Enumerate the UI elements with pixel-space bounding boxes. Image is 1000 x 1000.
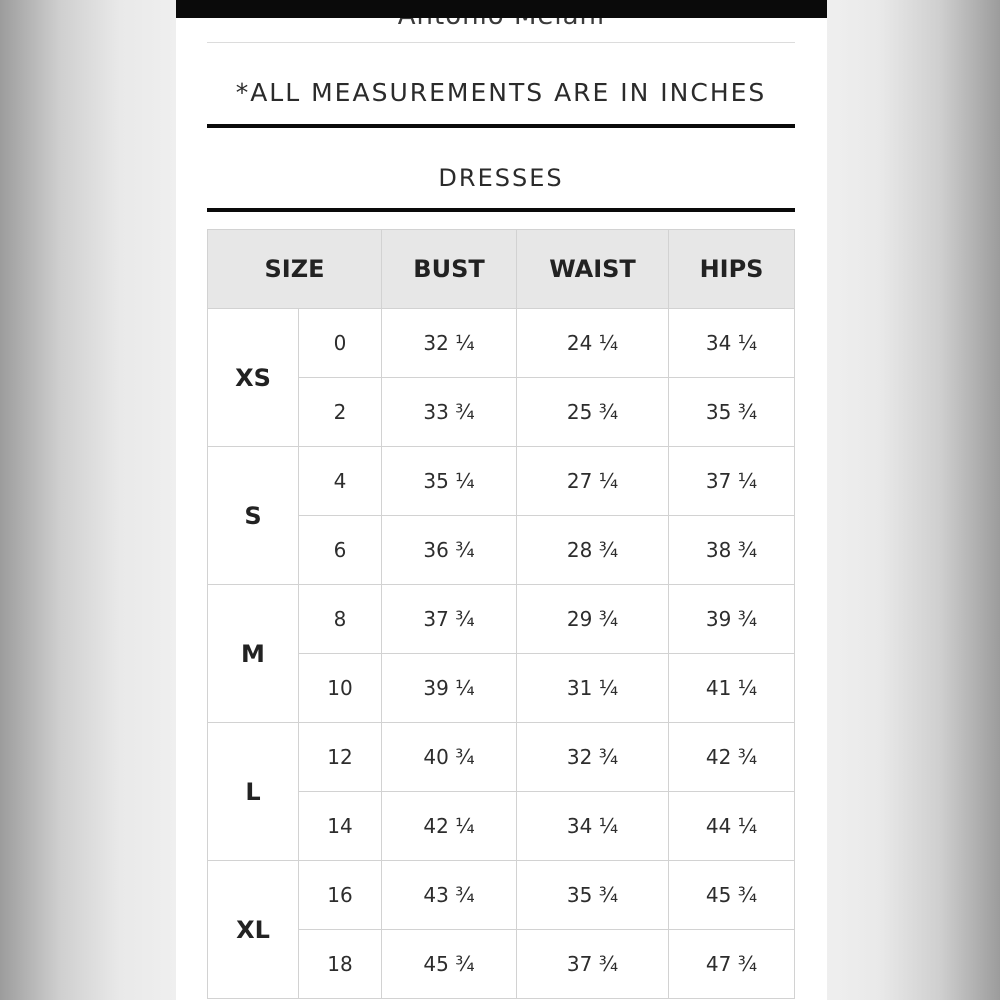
measurement-note: *ALL MEASUREMENTS ARE IN INCHES: [235, 78, 767, 107]
size-number: 12: [299, 723, 382, 792]
bust-value: 45 ¾: [382, 930, 517, 999]
divider: [207, 42, 795, 43]
hips-value: 42 ¾: [669, 723, 795, 792]
bust-value: 33 ¾: [382, 378, 517, 447]
top-bar: [176, 0, 827, 18]
size-number: 16: [299, 861, 382, 930]
size-group-label: M: [208, 585, 299, 723]
hips-value: 41 ¼: [669, 654, 795, 723]
header-bust: BUST: [382, 230, 517, 309]
hips-value: 38 ¾: [669, 516, 795, 585]
waist-value: 34 ¼: [517, 792, 669, 861]
waist-value: 35 ¾: [517, 861, 669, 930]
table-row: [208, 861, 795, 930]
waist-value: 29 ¾: [517, 585, 669, 654]
hips-value: 45 ¾: [669, 861, 795, 930]
divider-thick: [207, 208, 795, 212]
waist-value: 28 ¾: [517, 516, 669, 585]
table-row: [208, 585, 795, 654]
bust-value: 35 ¼: [382, 447, 517, 516]
hips-value: 47 ¾: [669, 930, 795, 999]
size-number: 2: [299, 378, 382, 447]
bust-value: 37 ¾: [382, 585, 517, 654]
hips-value: 34 ¼: [669, 309, 795, 378]
table-header-row: [208, 230, 795, 309]
size-group-label: XL: [208, 861, 299, 999]
size-number: 14: [299, 792, 382, 861]
size-number: 6: [299, 516, 382, 585]
divider-thick: [207, 124, 795, 128]
section-title: DRESSES: [438, 164, 564, 192]
table-row: [208, 309, 795, 378]
size-group-label: XS: [208, 309, 299, 447]
waist-value: 31 ¼: [517, 654, 669, 723]
bust-value: 43 ¾: [382, 861, 517, 930]
table-row: [208, 447, 795, 516]
hips-value: 37 ¼: [669, 447, 795, 516]
size-group-label: S: [208, 447, 299, 585]
size-number: 0: [299, 309, 382, 378]
header-waist: WAIST: [517, 230, 669, 309]
bust-value: 32 ¼: [382, 309, 517, 378]
bust-value: 39 ¼: [382, 654, 517, 723]
waist-value: 27 ¼: [517, 447, 669, 516]
header-size: SIZE: [208, 230, 382, 309]
header-hips: HIPS: [669, 230, 795, 309]
waist-value: 32 ¾: [517, 723, 669, 792]
hips-value: 39 ¾: [669, 585, 795, 654]
bust-value: 40 ¾: [382, 723, 517, 792]
waist-value: 24 ¼: [517, 309, 669, 378]
size-number: 4: [299, 447, 382, 516]
size-number: 10: [299, 654, 382, 723]
bust-value: 36 ¾: [382, 516, 517, 585]
size-group-label: L: [208, 723, 299, 861]
waist-value: 25 ¾: [517, 378, 669, 447]
bust-value: 42 ¼: [382, 792, 517, 861]
waist-value: 37 ¾: [517, 930, 669, 999]
size-chart-panel: [176, 0, 827, 1000]
size-chart-table: [207, 229, 795, 999]
table-row: [208, 723, 795, 792]
hips-value: 35 ¾: [669, 378, 795, 447]
hips-value: 44 ¼: [669, 792, 795, 861]
size-number: 18: [299, 930, 382, 999]
size-number: 8: [299, 585, 382, 654]
